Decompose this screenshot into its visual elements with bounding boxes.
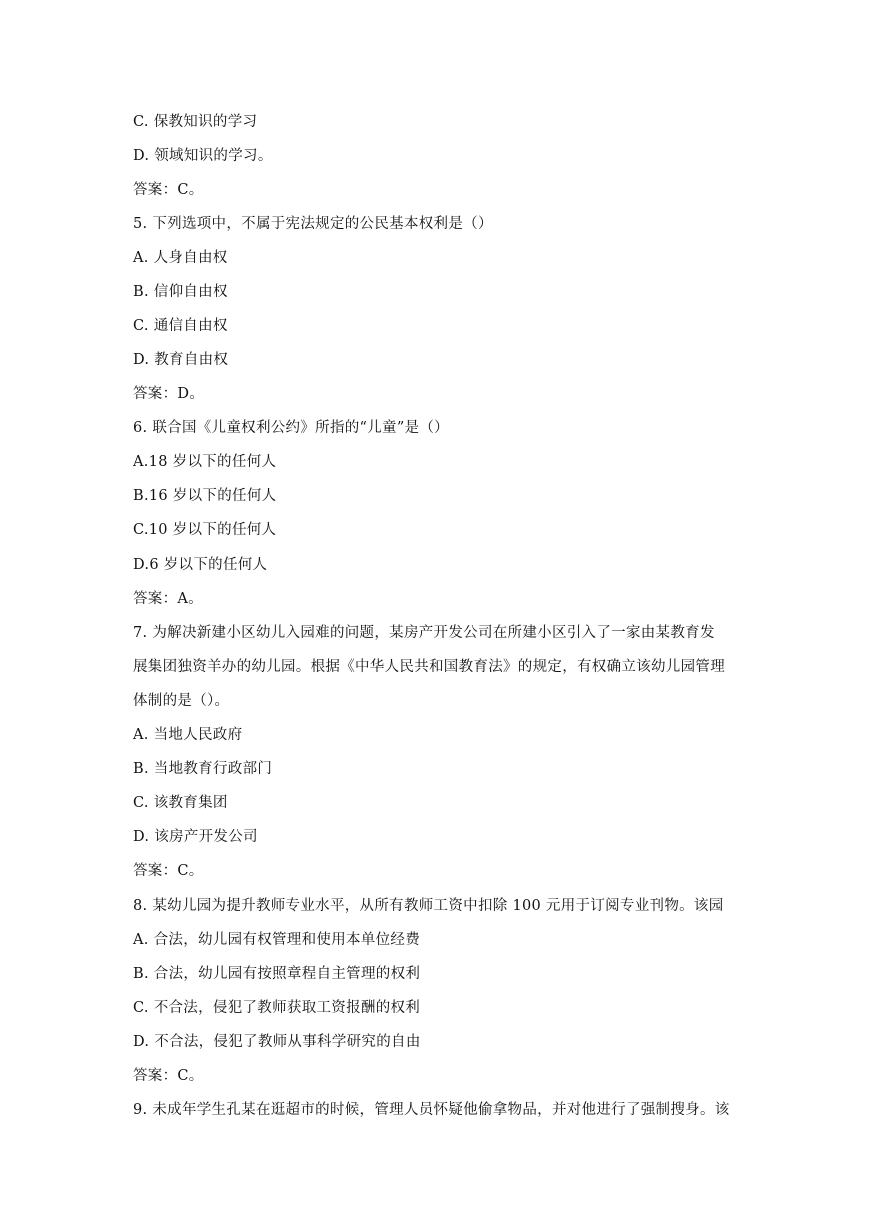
option-b-q8: B. 合法，幼儿园有按照章程自主管理的权利	[133, 966, 421, 982]
option-a-q8: A. 合法，幼儿园有权管理和使用本单位经费	[133, 932, 420, 948]
option-d-q6: D.6 岁以下的任何人	[133, 557, 268, 573]
question-7-line-3: 体制的是（）。	[133, 693, 230, 709]
option-a-q6: A.18 岁以下的任何人	[133, 454, 277, 470]
option-d-q8: D. 不合法，侵犯了教师从事科学研究的自由	[133, 1034, 421, 1050]
question-6: 6. 联合国《儿童权利公约》所指的“儿童”是（）	[133, 420, 449, 436]
option-a-q7: A. 当地人民政府	[133, 727, 243, 743]
answer-q5: 答案：D。	[133, 386, 205, 402]
question-7-line-2: 展集团独资羊办的幼儿园。根据《中华人民共和国教育法》的规定，有权确立该幼儿园管理	[133, 659, 725, 675]
option-b-q7: B. 当地教育行政部门	[133, 761, 273, 777]
answer-q6: 答案：A。	[133, 591, 203, 607]
option-d-q7: D. 该房产开发公司	[133, 829, 258, 845]
option-c-q8: C. 不合法，侵犯了教师获取工资报酬的权利	[133, 1000, 421, 1016]
option-d-q4: D. 领域知识的学习。	[133, 148, 273, 164]
answer-q4: 答案：C。	[133, 182, 204, 198]
option-c-q5: C. 通信自由权	[133, 318, 228, 334]
option-b-q5: B. 信仰自由权	[133, 284, 228, 300]
answer-q8: 答案：C。	[133, 1068, 204, 1084]
question-5: 5. 下列选项中，不属于宪法规定的公民基本权利是（）	[133, 216, 493, 232]
option-d-q5: D. 教育自由权	[133, 352, 229, 368]
option-a-q5: A. 人身自由权	[133, 250, 228, 266]
option-c-q4: C. 保教知识的学习	[133, 114, 258, 130]
question-9: 9. 未成年学生孔某在逛超市的时候，管理人员怀疑他偷拿物品，并对他进行了强制搜身。该	[133, 1102, 730, 1118]
option-c-q7: C. 该教育集团	[133, 795, 228, 811]
option-b-q6: B.16 岁以下的任何人	[133, 488, 277, 504]
question-8: 8. 某幼儿园为提升教师专业水平，从所有教师工资中扣除 100 元用于订阅专业刊物。该园	[133, 898, 724, 914]
question-7-line-1: 7. 为解决新建小区幼儿入园难的问题，某房产开发公司在所建小区引入了一家由某教育发	[133, 625, 715, 641]
option-c-q6: C.10 岁以下的任何人	[133, 522, 277, 538]
answer-q7: 答案：C。	[133, 863, 204, 879]
